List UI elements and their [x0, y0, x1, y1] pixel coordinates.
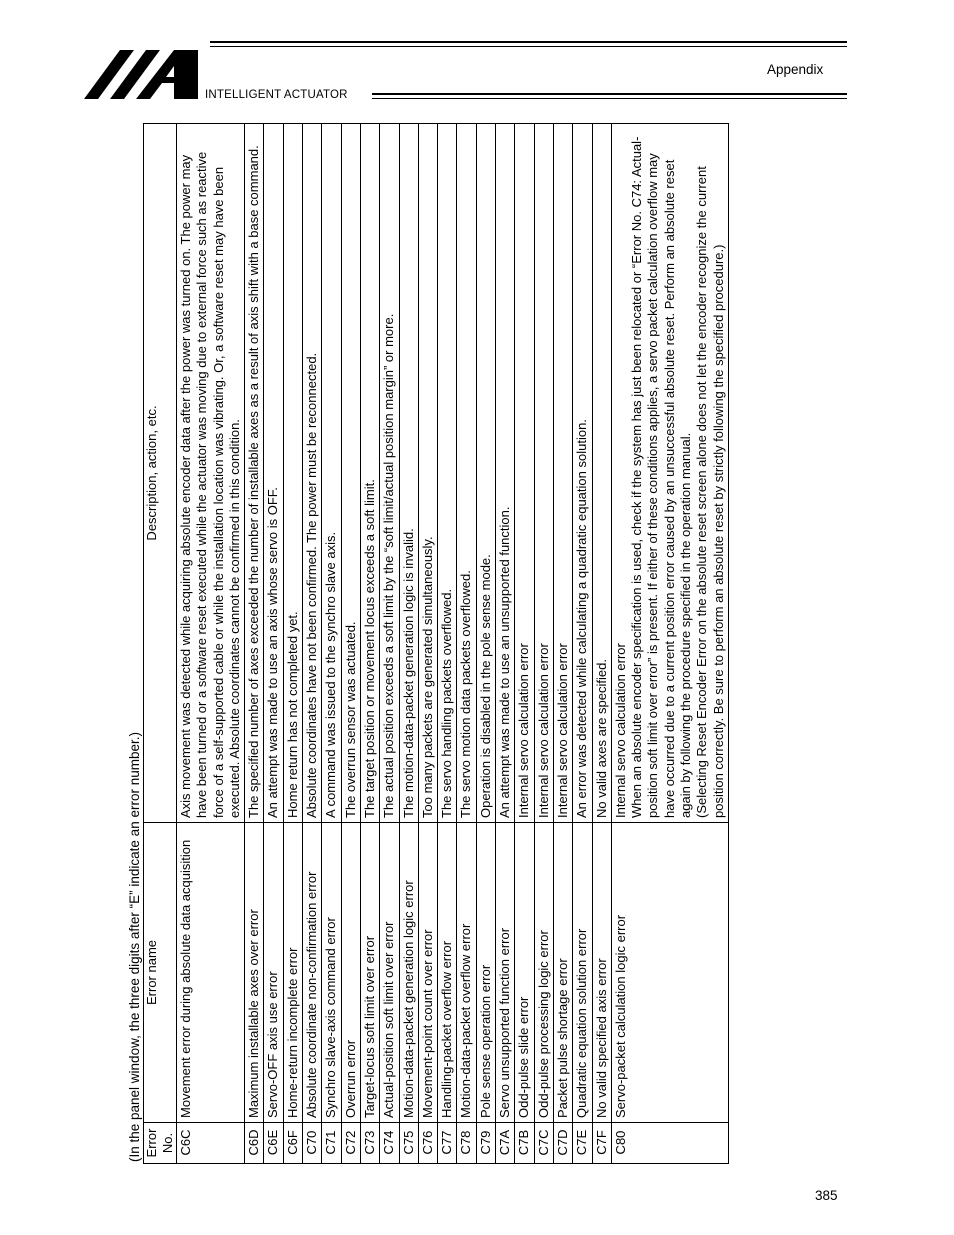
description-paragraph: The specified number of axes exceeded the number of installable axes as a result of axis shift with a base command. — [246, 145, 262, 818]
error-name: Packet pulse shortage error — [553, 823, 572, 1123]
error-description — [573, 124, 592, 823]
error-number: C6E — [264, 1123, 283, 1164]
error-number: C79 — [476, 1123, 495, 1164]
error-number: C7A — [496, 1123, 515, 1164]
error-description — [264, 124, 283, 823]
error-name: Quadratic equation solution error — [573, 823, 592, 1123]
description-paragraph: The motion-data-packet generation logic is invalid. — [400, 528, 416, 818]
description-paragraph: An attempt was made to use an unsupported function. — [497, 506, 513, 818]
table-row — [515, 124, 534, 1164]
error-description — [380, 124, 399, 823]
error-number: C76 — [418, 1123, 437, 1164]
error-name: Servo unsupported function error — [496, 823, 515, 1123]
column-header: Description, action, etc. — [144, 124, 177, 823]
error-number: C74 — [380, 1123, 399, 1164]
error-name: Maximum installable axes over error — [245, 823, 264, 1123]
table-row — [476, 124, 495, 1164]
table-row — [380, 124, 399, 1164]
error-number: C7C — [534, 1123, 553, 1164]
description-paragraph: An attempt was made to use an axis whose servo is OFF. — [265, 487, 281, 818]
description-paragraph: Too many packets are generated simultaneously. — [419, 536, 435, 818]
error-description — [245, 124, 264, 823]
error-name: Home-return incomplete error — [283, 823, 302, 1123]
error-number: C7B — [515, 1123, 534, 1164]
error-number: C70 — [303, 1123, 322, 1164]
error-description — [592, 124, 611, 823]
error-number: C7D — [553, 1123, 572, 1164]
table-header-row — [144, 124, 177, 1164]
error-name: Motion-data-packet generation logic error — [399, 823, 418, 1123]
description-paragraph: Absolute coordinates have not been confirmed. The power must be reconnected. — [304, 352, 320, 818]
error-number: C78 — [457, 1123, 476, 1164]
table-row — [457, 124, 476, 1164]
error-description — [303, 124, 322, 823]
error-description — [496, 124, 515, 823]
error-description — [399, 124, 418, 823]
table-row — [496, 124, 515, 1164]
error-number: C72 — [341, 1123, 360, 1164]
table-row — [573, 124, 592, 1164]
description-paragraph: The overrun sensor was actuated. — [342, 621, 358, 818]
error-description — [515, 124, 534, 823]
column-header: Error No. — [144, 1123, 177, 1164]
error-name: Motion-data-packet overflow error — [457, 823, 476, 1123]
table-row — [534, 124, 553, 1164]
table-row — [399, 124, 418, 1164]
error-description — [438, 124, 457, 823]
error-number: C7F — [592, 1123, 611, 1164]
page-number: 385 — [815, 1188, 838, 1203]
error-name: Pole sense operation error — [476, 823, 495, 1123]
error-name: No valid specified axis error — [592, 823, 611, 1123]
error-name: Odd-pulse slide error — [515, 823, 534, 1123]
table-row — [611, 124, 728, 1164]
table-row — [341, 124, 360, 1164]
table-row — [322, 124, 341, 1164]
error-name: Synchro slave-axis command error — [322, 823, 341, 1123]
error-number: C6C — [177, 1123, 245, 1164]
error-number: C77 — [438, 1123, 457, 1164]
error-number: C71 — [322, 1123, 341, 1164]
description-paragraph: Axis movement was detected while acquiring absolute encoder data after the power was turned on. The power may have been turned or a software reset executed while the actuator was moving due to external force such as reactive force of a self-supported cable or while the installation location was vibrating. Or, a software reset may have been executed. Absolute coordinates cannot be confirmed in this condition. — [178, 151, 242, 818]
error-name: Absolute coordinate non-confirmation error — [303, 823, 322, 1123]
table-caption: (In the panel window, the three digits after “E” indicate an error number.) — [127, 732, 142, 1162]
error-number: C7E — [573, 1123, 592, 1164]
error-name: Odd-pulse processing logic error — [534, 823, 553, 1123]
description-paragraph: (Selecting Reset Encoder Error on the absolute reset screen alone does not let the encoder recognize the current position correctly. Be sure to perform an absolute reset by strictly following the specified procedure.) — [694, 166, 726, 818]
column-header: Error name — [144, 823, 177, 1123]
description-paragraph: A command was issued to the synchro slave axis. — [323, 531, 339, 818]
company-logo — [84, 50, 200, 104]
error-name: Movement-point count over error — [418, 823, 437, 1123]
description-paragraph: Internal servo calculation error — [554, 643, 570, 818]
description-paragraph: No valid axes are specified. — [593, 659, 609, 818]
error-name: Actual-position soft limit over error — [380, 823, 399, 1123]
table-row — [177, 124, 245, 1164]
error-description — [360, 124, 379, 823]
description-paragraph: The target position or movement locus exceeds a soft limit. — [361, 479, 377, 818]
description-paragraph: The actual position exceeds a soft limit by the “soft limit/actual position margin” or more. — [381, 313, 397, 818]
error-name: Movement error during absolute data acquisition — [177, 823, 245, 1123]
error-description — [418, 124, 437, 823]
error-description — [283, 124, 302, 823]
description-paragraph: The servo handling packets overflowed. — [439, 588, 455, 818]
error-name: Overrun error — [341, 823, 360, 1123]
table-row — [283, 124, 302, 1164]
error-description — [553, 124, 572, 823]
header-rule-bottom — [372, 93, 847, 102]
error-name: Handling-packet overflow error — [438, 823, 457, 1123]
description-paragraph: Internal servo calculation error — [535, 643, 551, 818]
error-table — [143, 123, 729, 1164]
table-row — [438, 124, 457, 1164]
description-paragraph: When an absolute encoder specification is used, check if the system has just been relocated or “Error No. C74: Actual-position soft limit over error” is present. If either of these conditions applies, a servo packet calculation overflow may have occurred due to a current position error caused by an unsuccessful absolute reset. Perform an absolute reset again by following the procedure specified in the operation manual. — [629, 136, 694, 818]
table-row — [264, 124, 283, 1164]
error-description — [534, 124, 553, 823]
table-row — [592, 124, 611, 1164]
table-row — [418, 124, 437, 1164]
description-paragraph: The servo motion data packets overflowed. — [458, 570, 474, 818]
error-number: C6D — [245, 1123, 264, 1164]
table-row — [360, 124, 379, 1164]
error-description — [341, 124, 360, 823]
error-description — [177, 124, 245, 823]
table-row — [553, 124, 572, 1164]
header-rule-top — [210, 41, 847, 50]
error-name: Servo-OFF axis use error — [264, 823, 283, 1123]
error-name: Target-locus soft limit over error — [360, 823, 379, 1123]
error-number: C73 — [360, 1123, 379, 1164]
error-number: C6F — [283, 1123, 302, 1164]
error-number: C75 — [399, 1123, 418, 1164]
description-paragraph: An error was detected while calculating a quadratic equation solution. — [574, 419, 590, 818]
description-paragraph: Operation is disabled in the pole sense mode. — [477, 554, 493, 818]
brand-name: INTELLIGENT ACTUATOR — [205, 89, 348, 101]
error-description — [476, 124, 495, 823]
error-name: Servo-packet calculation logic error — [611, 823, 728, 1123]
section-title: Appendix — [767, 62, 824, 77]
description-paragraph: Internal servo calculation error — [612, 643, 628, 818]
error-description — [322, 124, 341, 823]
table-row — [245, 124, 264, 1164]
description-paragraph: Home return has not completed yet. — [284, 611, 300, 818]
rotated-content — [127, 124, 843, 1164]
error-description — [611, 124, 728, 823]
description-paragraph: Internal servo calculation error — [516, 643, 532, 818]
error-number: C80 — [611, 1123, 728, 1164]
table-row — [303, 124, 322, 1164]
error-description — [457, 124, 476, 823]
